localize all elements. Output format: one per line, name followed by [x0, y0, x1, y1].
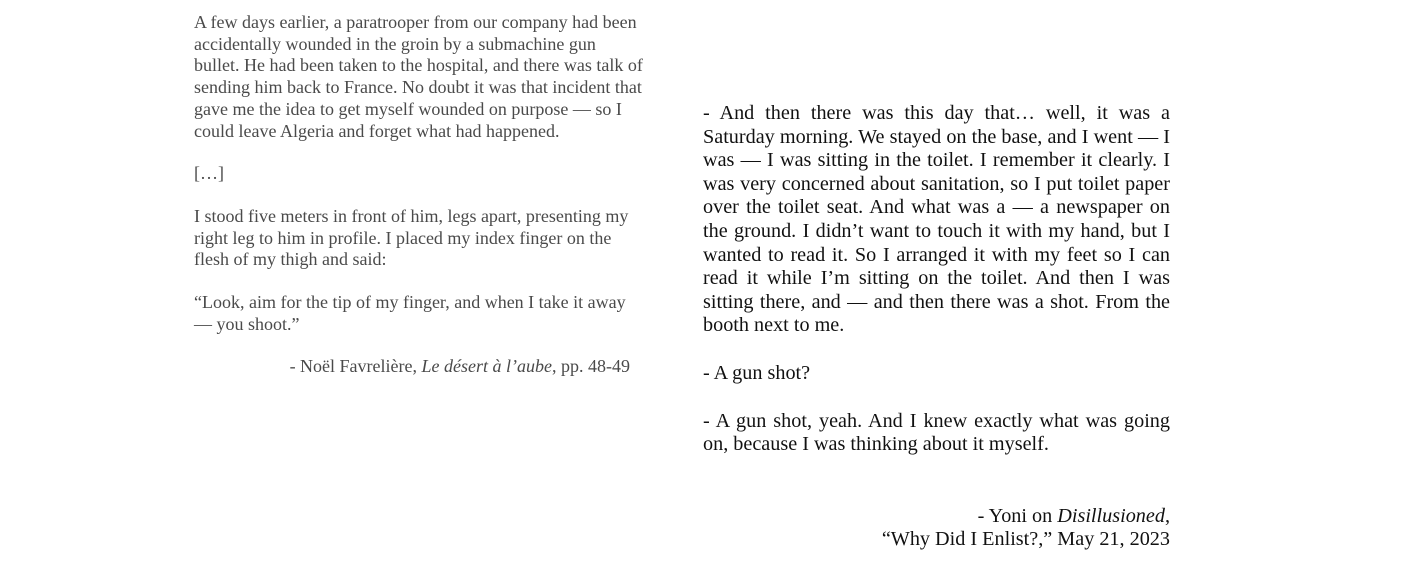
left-paragraph-2: I stood five meters in front of him, legs apart, presenting my right leg to him in profile. I placed my index finger on the flesh of my thigh and said:: [194, 205, 629, 270]
left-attribution-prefix: - Noël Favrelière,: [289, 356, 422, 377]
left-quote-block: [194, 12, 644, 378]
right-quote-block: [703, 102, 1170, 552]
left-attribution-suffix: , pp. 48-49: [552, 356, 630, 377]
left-attribution: [194, 356, 644, 378]
right-paragraph-1: - And then there was this day that… well, it was a Saturday morning. We stayed on the base, and I went — I was — I was sitting in the toilet. I remember it clearly. I was very concerned about sanitation, so I put toilet paper over the toilet seat. And what was a — a newspaper on the ground. I didn’t want to touch it with my hand, but I wanted to read it. So I arranged it with my feet so I can read it while I’m sitting on the toilet. And then I was sitting there, and — and then there was a shot. From the booth next to me.: [703, 102, 1170, 337]
left-paragraph-3: “Look, aim for the tip of my finger, and when I take it away — you shoot.”: [194, 292, 626, 334]
right-attribution-prefix: - Yoni on: [977, 504, 1058, 527]
left-attribution-work-title: Le désert à l’aube: [421, 356, 552, 377]
right-attribution-title: Disillusioned: [1057, 504, 1165, 527]
right-attribution-comma: ,: [1164, 504, 1170, 527]
left-paragraph-ellipsis: […]: [194, 163, 224, 184]
left-paragraph-1: A few days earlier, a paratrooper from our company had been accidentally wounded in the groin by a submachine gun bullet. He had been taken to the hospital, and there was talk of sending him back to France. No doubt it was that incident that gave me the idea to get myself wounded on purpose — so I could leave Algeria and forget what had happened.: [194, 12, 643, 141]
right-paragraph-3: - A gun shot, yeah. And I knew exactly what was going on, because I was thinking about it myself.: [703, 409, 1170, 456]
right-attribution: [703, 505, 1170, 552]
right-attribution-line2: “Why Did I Enlist?,” May 21, 2023: [881, 528, 1170, 551]
right-paragraph-2: - A gun shot?: [703, 361, 811, 384]
